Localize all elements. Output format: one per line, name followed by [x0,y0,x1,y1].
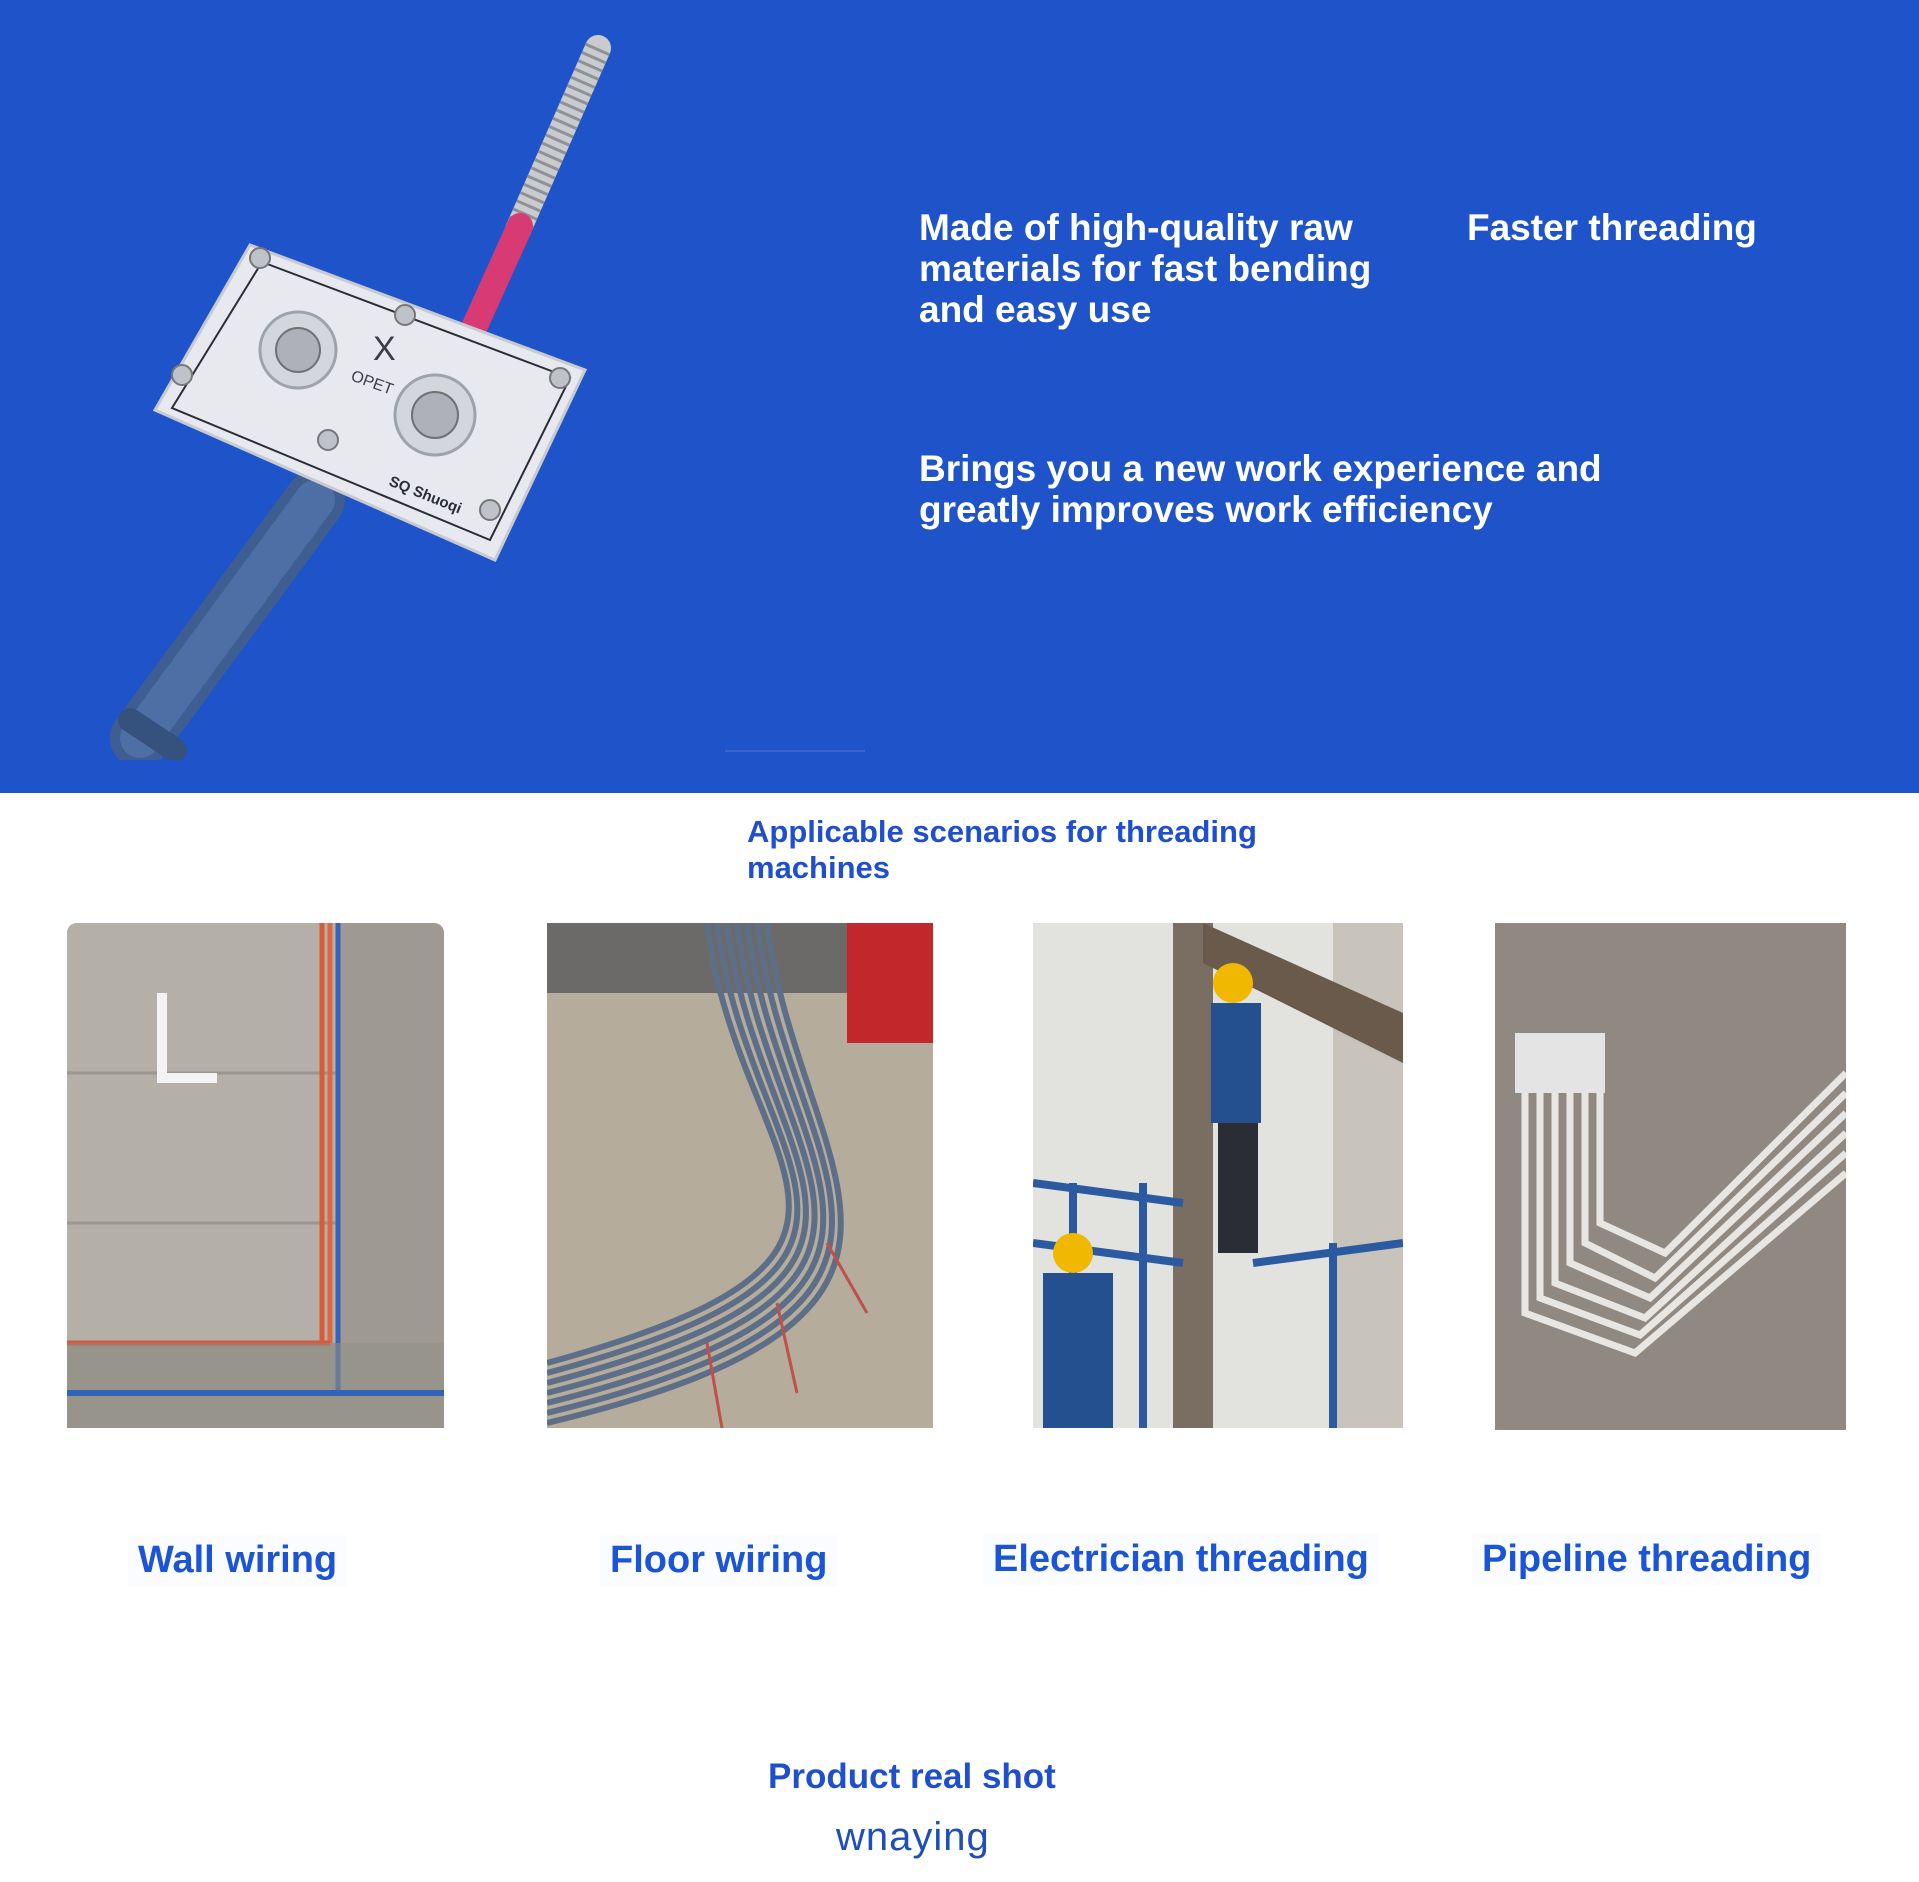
housing-box [155,245,585,560]
scene-label-wall-wiring: Wall wiring [128,1535,347,1586]
svg-text:X: X [373,330,396,368]
spring-tip [518,48,598,230]
feature-quality-text: Made of high-quality raw materials for fast bending and easy use [919,207,1372,330]
blue-handle [130,500,315,750]
product-logo-text: OPET [348,367,396,399]
scenarios-title: Applicable scenarios for threading machines [747,814,1257,885]
scene-label-floor-wiring: Floor wiring [600,1535,837,1586]
feature-efficiency-text: Brings you a new work experience and greatly improves work efficiency [919,448,1602,530]
scene-label-pipeline-threading: Pipeline threading [1472,1534,1821,1585]
hero-banner [0,0,1919,793]
scene-photo-pipeline-threading [1495,923,1846,1430]
scene-photo-floor-wiring [547,923,933,1428]
scene-photo-electrician-threading [1033,923,1403,1428]
feature-threading-text: Faster threading [1467,207,1757,248]
divider [725,750,865,752]
scene-label-electrician-threading: Electrician threading [983,1534,1379,1585]
scene-photo-wall-wiring [67,923,444,1428]
real-shot-title: Product real shot [768,1757,1056,1796]
product-brand-text: SQ Shuoqi [386,472,464,518]
threading-tool-image [100,30,620,760]
brand-name: wnaying [836,1815,990,1859]
